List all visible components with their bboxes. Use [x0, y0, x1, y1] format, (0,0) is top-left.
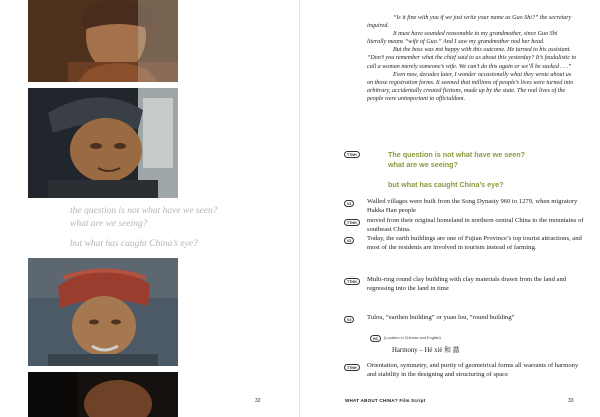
memoir-paragraph: “Is it fine with you if we just write your name as Guo Shi?” the secretary inquired.	[367, 15, 572, 30]
ttnh-tag: TTNH	[344, 364, 360, 371]
photo-elderly-woman	[28, 0, 178, 82]
orientation-text: Orientation, symmetry, and purity of geometrical forms all warrants of harmony and stability in the designing and structuring of space	[367, 362, 579, 378]
tourism-text: Today, the earth buildings are one of Fujian Province’s top tourist attractions, and most of the residents are involved in tourism instead of farming.	[367, 235, 582, 251]
green-question-1: The question is not what have we seen?	[388, 150, 525, 159]
ttnh-tag: TTNH	[344, 278, 360, 285]
overlay-question-2: what are we seeing?	[70, 219, 148, 229]
migration-text: moved from their original homeland in northern central China to the mountains of southeast China.	[367, 217, 584, 233]
ttnh-tag: TTNH	[344, 219, 360, 226]
memoir-paragraph: Even now, decades later, I wonder occasionally what they wrote about us on those registration forms. It seemed that millions of people’s lives were turned into arbitrary, accidentally created fictions, made up by the state. The real lives of the people were unimportant to officialdom.	[367, 71, 574, 102]
hc-tag: HC	[370, 335, 381, 342]
v2-tag: V2	[344, 200, 354, 207]
walled-villages-text: Walled villages were built from the Song Dynasty 960 to 1279, when migratory Hakka Han people	[367, 198, 578, 214]
photo-dark-portrait	[28, 372, 178, 417]
photo-elderly-man-cap	[28, 88, 178, 198]
v2-tag: V2	[344, 237, 354, 244]
photo-elderly-man-red-hat	[28, 258, 178, 366]
memoir-excerpt	[367, 14, 577, 103]
hc-location-note: (Location in Chinese and English)	[384, 336, 441, 340]
overlay-question-3: but what has caught China’s eye?	[70, 239, 198, 249]
overlay-question-1: the question is not what have we seen?	[70, 206, 218, 216]
tulou-text: Tulou, “earthen building” or yuan lou, “round building”	[367, 314, 515, 321]
harmony-text: Harmony – Hé xié 和 諧	[392, 347, 460, 354]
green-question-2: what are we seeing?	[388, 160, 458, 169]
memoir-paragraph: It must have sounded reasonable to my grandmother, since Guo Shi literally means “wife of Guo.” And I saw my grandmother nod her head.	[367, 31, 558, 46]
page-number-left: 32	[255, 398, 261, 404]
multiring-text: Multi-ring round clay building with clay materials drawn from the land and regressing into the land in time	[367, 276, 567, 292]
footer-title: WHAT ABOUT CHINA? Film Script	[345, 398, 426, 403]
green-question-3: but what has caught China’s eye?	[388, 180, 504, 189]
memoir-paragraph: But the boss was not happy with this outcome. He turned to his assistant. “Don’t you remember what the chief said to us about this yesterday? It’s feudalistic to call a woman merely someone’s wife. We can’t do this again or we’ll be sacked . . .”	[367, 47, 577, 70]
v2-tag: V2	[344, 316, 354, 323]
page-number-right: 33	[568, 398, 574, 404]
ttnh-tag: TTNH	[344, 151, 360, 158]
